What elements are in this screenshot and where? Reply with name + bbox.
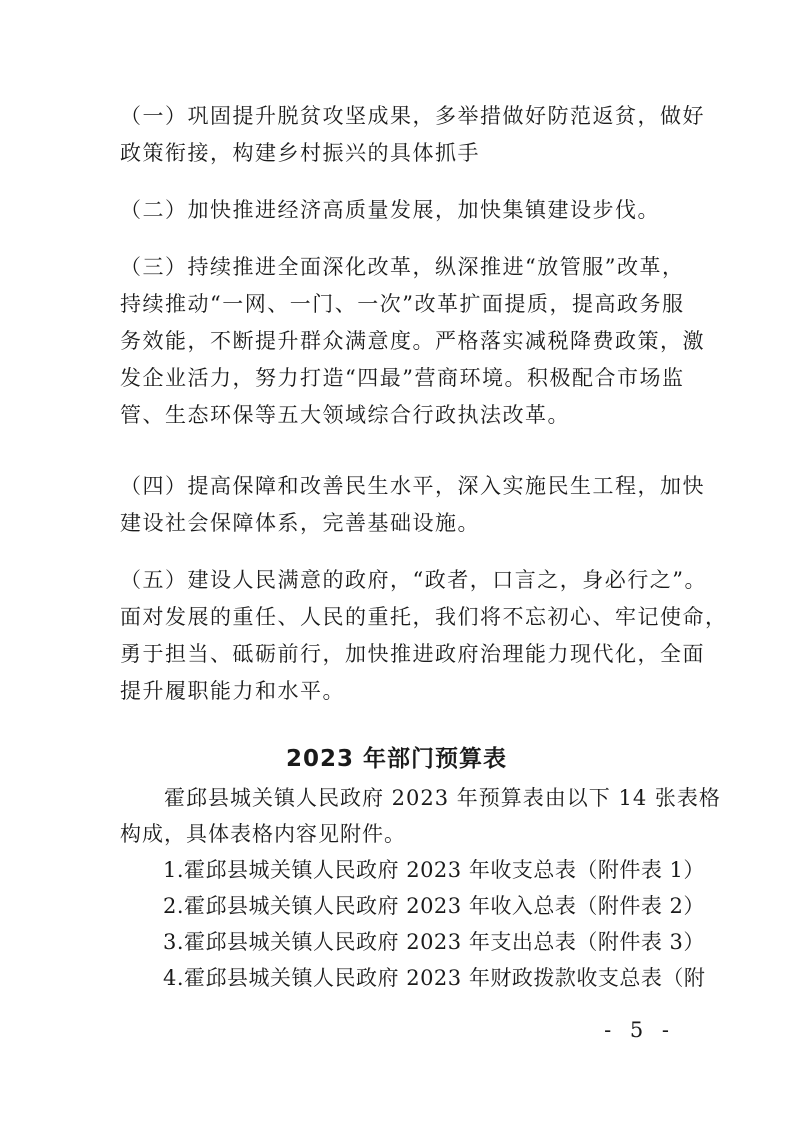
- paragraph-line: （二）加快推进经济高质量发展，加快集镇建设步伐。: [120, 198, 660, 222]
- paragraph-line: 政策衔接，构建乡村振兴的具体抓手: [120, 141, 480, 165]
- paragraph-line: 务效能，不断提升群众满意度。严格落实减税降费政策，激: [120, 329, 705, 353]
- paragraph-line: 持续推动“一网、一门、一次”改革扩面提质，提高政务服: [120, 292, 685, 316]
- list-item: 2.霍邱县城关镇人民政府 2023 年收入总表（附件表 2）: [163, 894, 705, 918]
- intro-line: 霍邱县城关镇人民政府 2023 年预算表由以下 14 张表格: [120, 786, 721, 810]
- list-item: 4.霍邱县城关镇人民政府 2023 年财政拨款收支总表（附: [163, 966, 706, 990]
- paragraph-line: 发企业活力，努力打造“四最”营商环境。积极配合市场监: [120, 366, 685, 390]
- list-item: 3.霍邱县城关镇人民政府 2023 年支出总表（附件表 3）: [163, 930, 705, 954]
- paragraph-line: 建设社会保障体系，完善基础设施。: [120, 511, 480, 535]
- paragraph-5: [120, 562, 728, 710]
- page-number: - 5 -: [604, 1018, 675, 1042]
- section-heading: 2023 年部门预算表: [285, 746, 508, 772]
- intro-line: 构成，具体表格内容见附件。: [120, 822, 406, 846]
- paragraph-line: （五）建设人民满意的政府，“政者，口言之，身必行之”。: [120, 568, 707, 592]
- paragraph-line: （一）巩固提升脱贫攻坚成果，多举措做好防范返贫，做好: [120, 104, 705, 128]
- paragraph-line: （三）持续推进全面深化改革，纵深推进“放管服”改革，: [120, 255, 685, 279]
- list-item: 1.霍邱县城关镇人民政府 2023 年收支总表（附件表 1）: [163, 858, 705, 882]
- paragraph-4: [120, 468, 705, 542]
- paragraph-line: （四）提高保障和改善民生水平，深入实施民生工程，加快: [120, 474, 705, 498]
- paragraph-2: [120, 192, 680, 229]
- table-list: [163, 852, 705, 996]
- paragraph-3: [120, 249, 705, 434]
- paragraph-line: 提升履职能力和水平。: [120, 679, 345, 703]
- paragraph-line: 管、生态环保等五大领域综合行政执法改革。: [120, 403, 570, 427]
- intro-paragraph: [120, 780, 721, 852]
- paragraph-line: 面对发展的重任、人民的重托，我们将不忘初心、牢记使命，: [120, 605, 728, 629]
- paragraph-line: 勇于担当、砥砺前行，加快推进政府治理能力现代化，全面: [120, 642, 705, 666]
- paragraph-1: [120, 98, 705, 172]
